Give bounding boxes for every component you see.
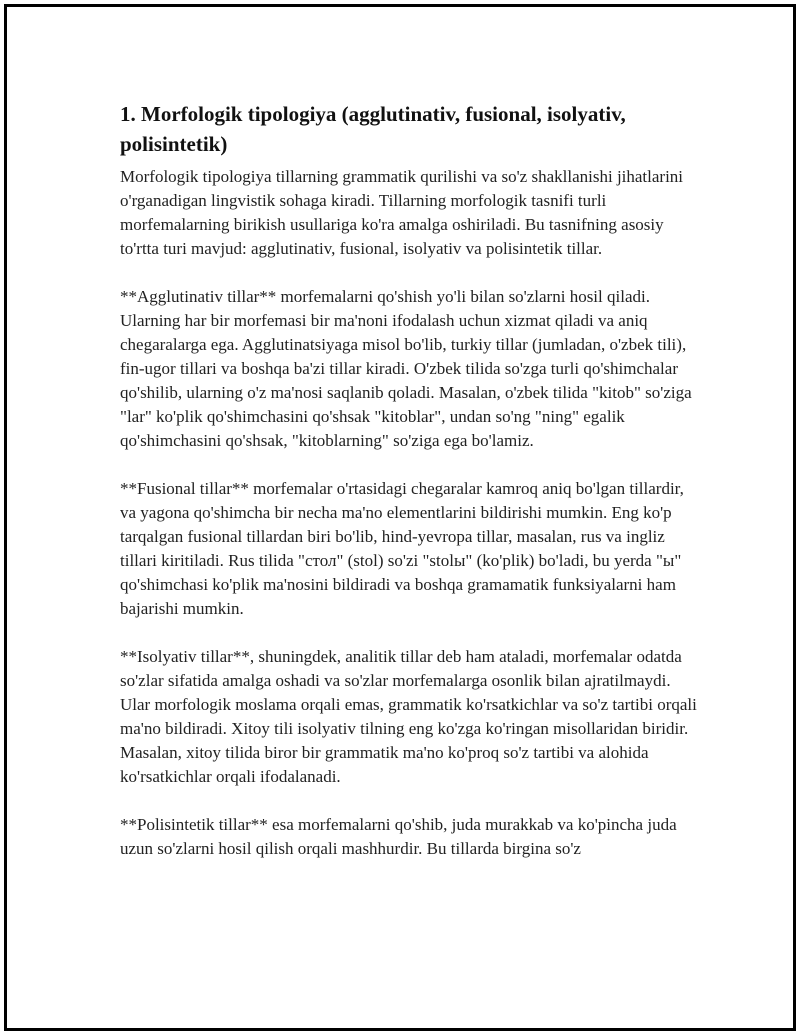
page-frame <box>4 4 796 1031</box>
paragraph-polysynthetic: **Polisintetik tillar** esa morfemalarni qo'shib, juda murakkab va ko'pincha juda uzun so'zlarni hosil qilish orqali mashhurdir. Bu tillarda birgina so'z <box>120 815 677 858</box>
paragraph-agglutinative: **Agglutinativ tillar** morfemalarni qo'shish yo'li bilan so'zlarni hosil qiladi. Ularning har bir morfemasi bir ma'noni ifodalash uchun xizmat qiladi va aniq chegaralarga ega. Agglutinatsiyaga misol bo'lib, turkiy tillar (jumladan, o'zbek tili), fin-ugor tillari va boshqa ba'zi tillar kiradi. O'zbek tilida so'zga turli qo'shimchalar qo'shilib, ularning o'z ma'nosi saqlanib qoladi. Masalan, o'zbek tilida "kitob" so'ziga "lar" ko'plik qo'shimchasini qo'shsak "kitoblar", undan so'ng "ning" egalik qo'shimchasini qo'shsak, "kitoblarning" so'ziga ega bo'lamiz. <box>120 287 692 450</box>
paragraph-isolating: **Isolyativ tillar**, shuningdek, analitik tillar deb ham ataladi, morfemalar odatda so'zlar sifatida amalga oshadi va so'zlar morfemalarga osonlik bilan ajratilmaydi. Ular morfologik moslama orqali emas, grammatik ko'rsatkichlar va so'z tartibi orqali ma'no bildiradi. Xitoy tili isolyativ tilning eng ko'zga ko'ringan misollaridan biridir. Masalan, xitoy tilida biror bir grammatik ma'no ko'proq so'z tartibi va alohida ko'rsatkichlar orqali ifodalanadi. <box>120 647 697 786</box>
document-body <box>120 99 700 885</box>
paragraph-fusional: **Fusional tillar** morfemalar o'rtasidagi chegaralar kamroq aniq bo'lgan tillardir, va yagona qo'shimcha bir necha ma'no elementlarini bildirishi mumkin. Eng ko'p tarqalgan fusional tillardan biri bo'lib, hind-yevropa tillar, masalan, rus va ingliz tillari kiritiladi. Rus tilida "стол" (stol) so'zi "stolы" (ko'plik) bo'ladi, bu yerda "ы" qo'shimchasi ko'plik ma'nosini bildiradi va boshqa gramamatik funksiyalarni ham bajarishi mumkin. <box>120 479 684 618</box>
paragraph-intro: Morfologik tipologiya tillarning grammatik qurilishi va so'z shakllanishi jihatlarini o'rganadigan lingvistik sohaga kiradi. Tillarning morfologik tasnifi turli morfemalarning birikish usullariga ko'ra amalga oshiriladi. Bu tasnifning asosiy to'rtta turi mavjud: agglutinativ, fusional, isolyativ va polisintetik tillar. <box>120 167 684 258</box>
section-heading: 1. Morfologik tipologiya (agglutinativ, fusional, isolyativ, polisintetik) <box>120 102 626 156</box>
